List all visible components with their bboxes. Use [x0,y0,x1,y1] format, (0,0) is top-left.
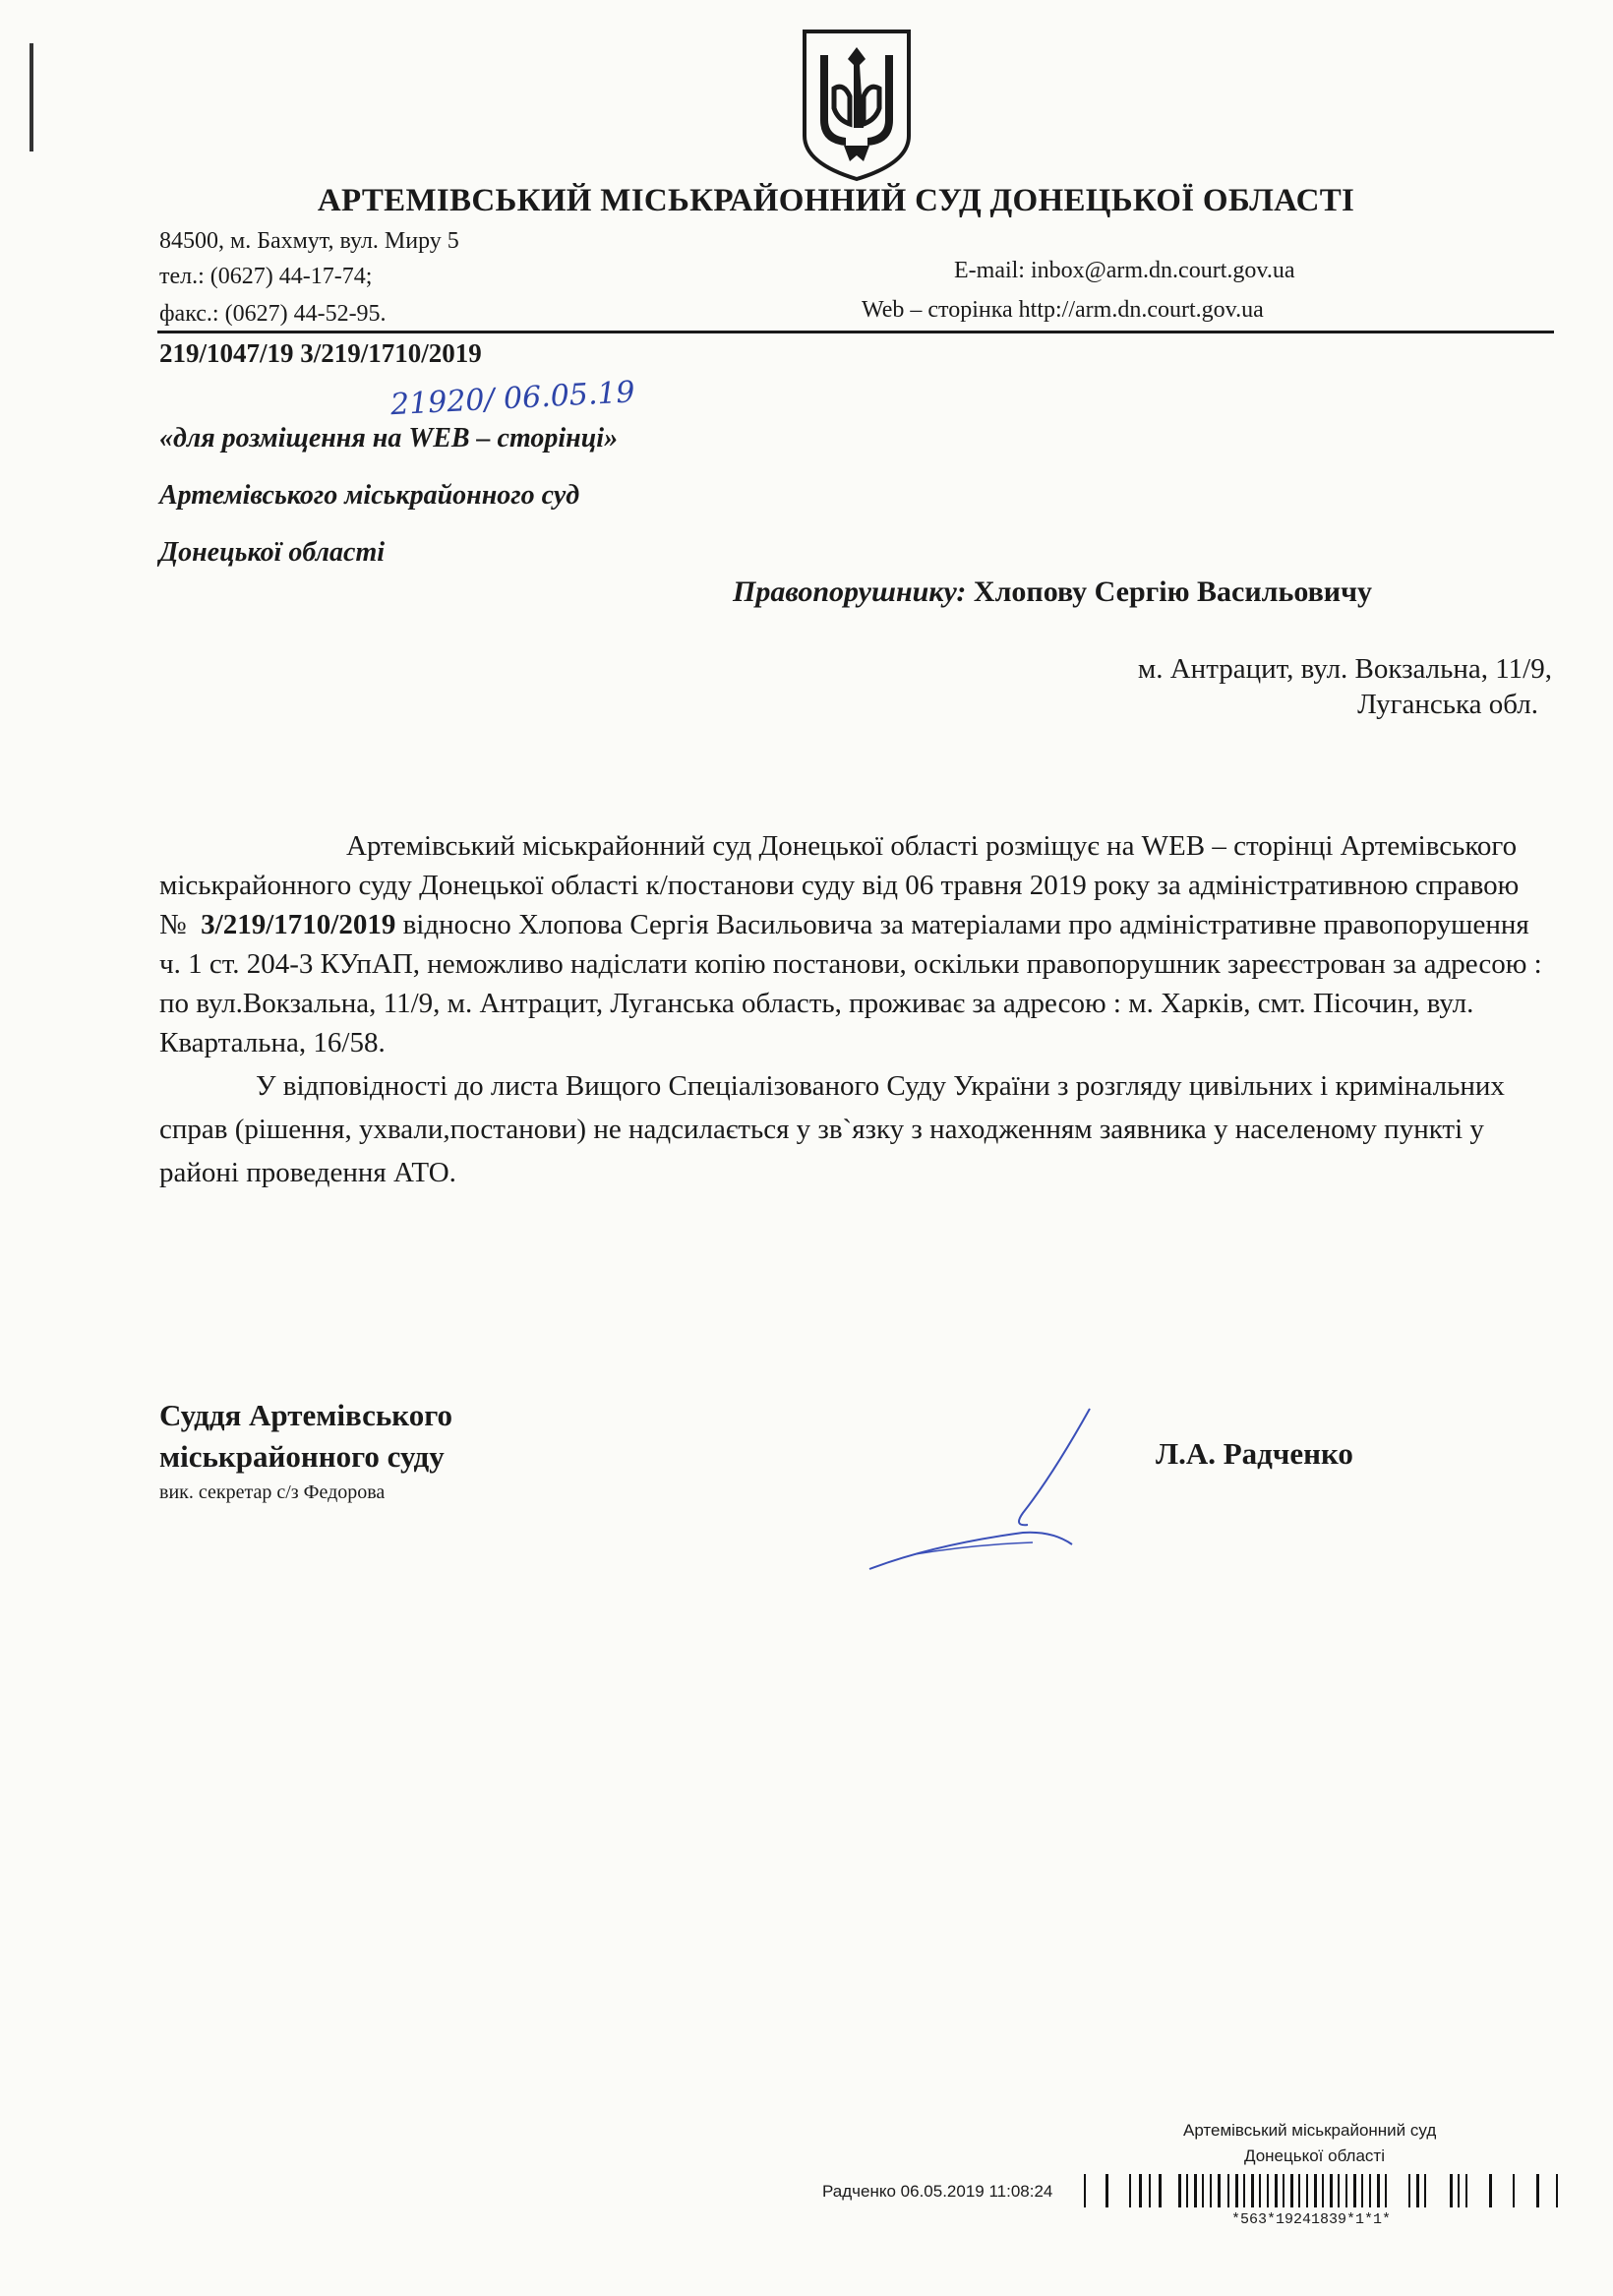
addressee-label: Правопорушнику: [733,575,967,608]
barcode-icon [1084,2174,1564,2207]
svg-text:21920/ 06.05.19: 21920/ 06.05.19 [389,375,636,423]
placement-region: Донецької області [159,537,386,568]
addressee [733,575,1372,609]
court-name-heading: АРТЕМІВСЬКИЙ МІСЬКРАЙОННИЙ СУД ДОНЕЦЬКОЇ ОБЛАСТІ [317,183,1355,218]
judge-name: Л.А. Радченко [1156,1436,1353,1471]
barcode-number: *563*19241839*1*1* [1231,2211,1392,2228]
header-divider [157,331,1554,333]
executor-note: вик. секретар с/з Федорова [159,1481,386,1503]
email-address: E-mail: inbox@arm.dn.court.gov.ua [954,258,1295,283]
stamp-org-line1: Артемівський міськрайонний суд [1183,2121,1437,2140]
registration-timestamp: Радченко 06.05.2019 11:08:24 [822,2182,1053,2201]
addressee-address-line2: Луганська обл. [1357,689,1538,720]
phone-number: тел.: (0627) 44-17-74; [159,264,373,289]
placement-court: Артемівського міськрайонного суд [159,480,580,511]
placement-note: «для розміщення на WEB – сторінці» [159,423,619,453]
judge-title-line1: Суддя Артемівського [159,1398,453,1432]
addressee-name: Хлопову Сергію Васильовичу [973,575,1372,608]
postal-address: 84500, м. Бахмут, вул. Миру 5 [159,228,459,254]
case-number-emphasis: 3/219/1710/2019 [201,909,396,940]
case-numbers: 219/1047/19 3/219/1710/2019 [159,338,482,368]
handwritten-registration-note [388,369,703,428]
judge-title-line2: міськрайонного суду [159,1439,445,1474]
scan-edge-mark [30,43,33,151]
body-paragraph-2: У відповідності до листа Вищого Спеціалізованого Суду України з розгляду цивільних і кримінальних справ (рішення, ухвали,постанови) не надсилається у зв`язку з находженням заявника у населеному пункті у районі проведення АТО. [159,1070,1505,1188]
stamp-org-line2: Донецької області [1244,2146,1385,2165]
letter-body [159,826,1546,1194]
web-address: Web – сторінка http://arm.dn.court.gov.ua [862,297,1264,323]
coat-of-arms-icon [799,26,915,183]
body-paragraph-1: Артемівський міськрайонний суд Донецької області розміщує на WEB – сторінці Артемівського міськрайонного суду Донецької області к/постанови суду від 06 травня 2019 року за адміністративною справою № 3/219/1710/2019 відносно Хлопова Сергія Васильовича за матеріалами про адміністративне правопорушення ч. 1 ст. 204-3 КУпАП, неможливо надіслати копію постанови, оскільки правопорушник зареєстрован за адресою : по вул.Вокзальна, 11/9, м. Антрацит, Луганська область, проживає за адресою : м. Харків, смт. Пісочин, вул. Квартальна, 16/58. [159,830,1542,1058]
fax-number: факс.: (0627) 44-52-95. [159,301,387,327]
handwritten-signature [856,1397,1111,1584]
addressee-address-line1: м. Антрацит, вул. Вокзальна, 11/9, [1137,653,1552,685]
